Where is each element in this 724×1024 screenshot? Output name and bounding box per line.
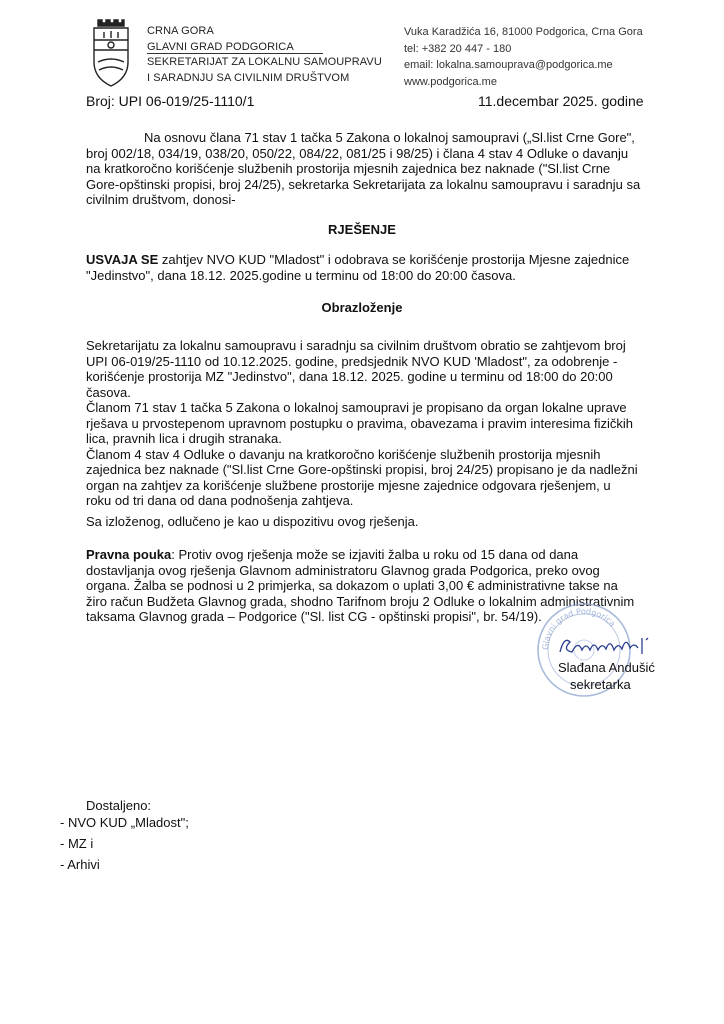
- coat-of-arms-icon: [90, 16, 132, 96]
- decision-verdict: USVAJA SE: [86, 252, 159, 267]
- legal-line: organa. Žalba se podnosi u 2 primjerka, sa dokazom o uplati 3,00 € administrativne takse na: [86, 578, 618, 593]
- signatory-name: Slađana Andušić: [558, 660, 655, 675]
- reasoning-line: Članom 4 stav 4 Odluke o davanju na kratkoročno korišćenje službenih prostorija mjesnih: [86, 446, 601, 462]
- legal-remedy-label: Pravna pouka: [86, 547, 172, 562]
- decision-line: zahtjev NVO KUD "Mladost" i odobrava se korišćenje prostorija Mjesne zajednice: [158, 252, 630, 267]
- contact-block: [404, 24, 643, 90]
- issuer-header: [147, 24, 382, 86]
- contact-email: email: lokalna.samouprava@podgorica.me: [404, 59, 613, 71]
- legal-line: : Protiv ovog rješenja može se izjaviti žalba u roku od 15 dana od dana: [171, 547, 579, 562]
- issuer-city: GLAVNI GRAD PODGORICA: [147, 40, 294, 53]
- handwritten-signature: [556, 632, 656, 660]
- reasoning-line: rješava u prvostepenom upravnom postupku o pravima, obavezama i pravim interesima fizičkih: [86, 415, 633, 431]
- issuer-department-line-2: I SARADNJU SA CIVILNIM DRUŠTVOM: [147, 71, 350, 84]
- reasoning-line: zajednica bez naknade ("Sl.list Crne Gore-opštinski propisi, broj 24/25) propisano je da nadležni: [86, 462, 638, 477]
- reasoning-line: korišćenje prostorija MZ "Jedinstvo", dana 18.12. 2025. godine u terminu od 18:00 do 20:00: [86, 369, 613, 384]
- intro-line: broj 002/18, 034/19, 038/20, 050/22, 084/22, 081/25 i 98/25) i člana 4 stav 4 Odluke o davanju: [86, 145, 629, 161]
- legal-line: žiro račun Budžeta Glavnog grada, shodno Tarifnom broju 2 Odluke o lokalnim administrativnim: [86, 593, 635, 609]
- delivery-item: - NVO KUD „Mladost";: [60, 815, 189, 830]
- reasoning-line: lica, pravnih lica i drugih stranaka.: [86, 431, 282, 446]
- intro-line: na kratkoročno korišćenje službenih prostorija mjesnih zajednica bez naknade ("Sl.list Crne: [86, 161, 611, 176]
- reasoning-line: UPI 06-019/25-1110 od 10.12.2025. godine, predsjednik NVO KUD 'Mladost", za odobrenje -: [86, 353, 618, 369]
- reasoning-title: Obrazloženje: [321, 300, 403, 315]
- delivery-item: - Arhivi: [60, 857, 100, 872]
- issuer-country: CRNA GORA: [147, 25, 214, 37]
- delivery-label: Dostaljeno:: [86, 798, 152, 813]
- decision-line: "Jedinstvo", dana 18.12. 2025.godine u terminu od 18:00 do 20:00 časova.: [86, 267, 516, 283]
- reasoning-line: roku od tri dana od dana podnošenja zahtjeva.: [86, 493, 354, 508]
- conclusion-paragraph: Sa izloženog, odlučeno je kao u dispozitivu ovog rješenja.: [86, 514, 419, 529]
- issuer-department-line-1: SEKRETARIJAT ZA LOKALNU SAMOUPRAVU: [147, 56, 382, 68]
- intro-line: Gore-opštinski propisi, broj 24/25), sekretarka Sekretarijata za lokalnu samoupravu i saradnju sa: [86, 176, 641, 192]
- reasoning-line: časova.: [86, 384, 131, 400]
- decision-title: RJEŠENJE: [328, 222, 396, 237]
- reasoning-line: Sekretarijatu za lokalnu samoupravu i saradnju sa civilnim društvom obratio se zahtjevom broj: [86, 338, 626, 353]
- intro-line: Na osnovu člana 71 stav 1 tačka 5 Zakona o lokalnoj samoupravi („Sl.list Crne Gore",: [144, 130, 635, 145]
- legal-line: taksama Glavnog grada – Podgorice ("Sl. list CG - opštinski propisi", br. 54/19).: [86, 609, 542, 624]
- legal-line: dostavljanja ovog rješenja Glavnom administratoru Glavnog grada Podgorica, preko ovog: [86, 562, 600, 578]
- intro-line: civilnim društvom, donosi-: [86, 192, 236, 207]
- delivery-item: - MZ i: [60, 836, 94, 851]
- reference-number: Broj: UPI 06-019/25-1110/1: [86, 93, 255, 109]
- header-divider: [147, 53, 323, 54]
- contact-website: www.podgorica.me: [404, 75, 497, 88]
- decision-paragraph: [86, 252, 660, 283]
- signatory-title: sekretarka: [570, 677, 631, 692]
- reasoning-line: Članom 71 stav 1 tačka 5 Zakona o lokalnoj samoupravi je propisano da organ lokalne uprave: [86, 400, 627, 415]
- contact-address: Vuka Karadžića 16, 81000 Podgorica, Crna Gora: [404, 26, 643, 38]
- reasoning-line: organ na zahtjev za korišćenje službene prostorije mjesne zajednice odgovara rješenjem, u: [86, 477, 611, 493]
- reasoning-paragraph: [86, 338, 660, 509]
- stamp-text: Glavni grad Podgorica: [540, 606, 617, 651]
- document-date: 11.decembar 2025. godine: [478, 93, 644, 109]
- contact-phone: tel: +382 20 447 - 180: [404, 42, 512, 55]
- intro-paragraph: [86, 130, 660, 208]
